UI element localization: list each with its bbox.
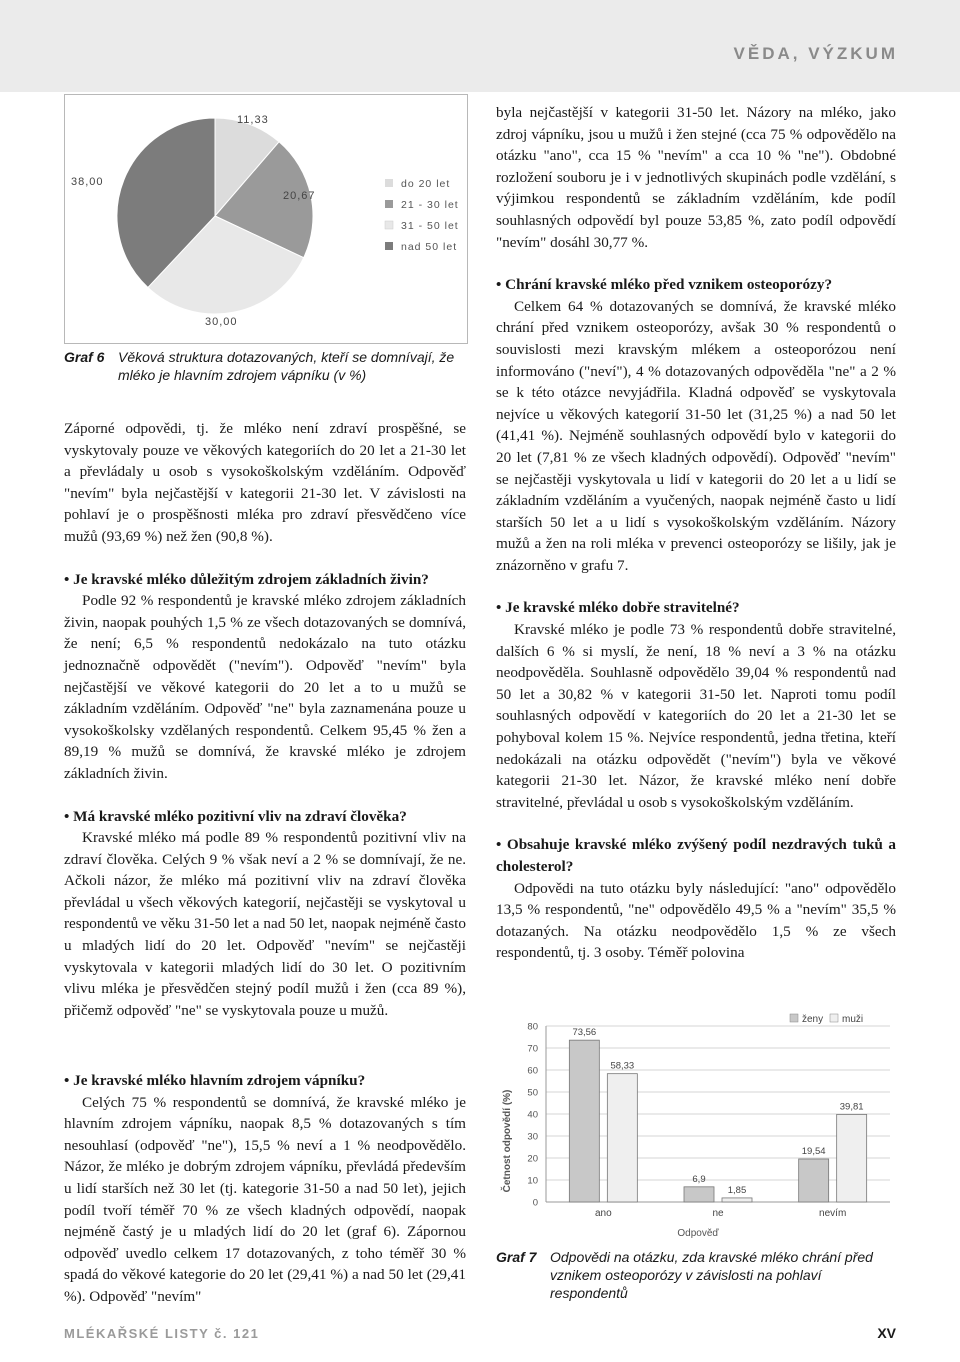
- pie-label-21-30: 20,67: [283, 190, 316, 202]
- bar-y-tick-label: 60: [527, 1065, 538, 1077]
- legend-swatch-21-30: [385, 200, 393, 208]
- bar-value-label: 6,9: [692, 1173, 706, 1185]
- footer-journal: MLÉKAŘSKÉ LISTY č. 121: [64, 1326, 260, 1341]
- bar-category-label: ne: [712, 1208, 724, 1219]
- bar-y-tick-label: 70: [527, 1043, 538, 1055]
- legend-swatch-nad-50: [385, 242, 393, 250]
- bar-y-axis-title: Četnost odpovědí (%): [502, 1089, 513, 1193]
- left-question-3: • Je kravské mléko hlavním zdrojem vápníku?: [64, 1072, 366, 1089]
- bar-chart: [494, 1006, 898, 1242]
- graph6-frame: [64, 94, 468, 344]
- legend-label-nad-50: nad 50 let: [401, 241, 458, 253]
- bar-ne-zeny: [684, 1187, 714, 1202]
- legend-swatch-31-50: [385, 221, 393, 229]
- bar-ano-muzi: [607, 1074, 637, 1202]
- legend-label-zeny: ženy: [802, 1014, 824, 1025]
- legend-label-muzi: muži: [842, 1014, 864, 1025]
- bar-y-tick-label: 40: [527, 1109, 538, 1121]
- right-question-3: • Obsahuje kravské mléko zvýšený podíl nezdravých tuků a cholesterol?: [496, 836, 896, 875]
- bar-legend: [790, 1014, 863, 1025]
- right-paragraph-4: Odpovědi na tuto otázku byly následující: "ano" odpovědělo 13,5 % respondentů, "ne" odpovědělo 49,5 % a "nevím" 35,5 % dotazaných. Na otázku neodpovědělo 1,5 % ze všech respondentů, tj. 3 osoby. Téměř polovina: [496, 879, 896, 962]
- pie-chart: [65, 95, 467, 343]
- bar-y-tick-label: 20: [527, 1153, 538, 1165]
- bar-ne-muzi: [722, 1198, 752, 1202]
- bar-y-tick-label: 0: [532, 1197, 538, 1209]
- left-paragraph-2: Podle 92 % respondentů je kravské mléko zdrojem základních živin, naopak pouhých 1,5 % ze všech dotazovaných se domnívá, že není; 6,5 % respondentů nedokázalo na tuto otázku jednoznačně odpovědět ("nevím"). Odpověď "nevím" byla nejčastější ve věkové kategorii do 20 let a to u mužů se základním vzděláním. Odpověď "ne" byla zaznamenána pouze u vysokoškolsky vzdělaných respondentů. Celkem 95,45 % žen a 89,19 % mužů se domnívá, že kravské mléko je zdrojem základních živin.: [64, 592, 466, 782]
- graph7-caption: [496, 1248, 896, 1302]
- pie-label-31-50: 30,00: [205, 316, 238, 328]
- footer-page-number: XV: [877, 1325, 896, 1341]
- bar-y-tick-label: 30: [527, 1131, 538, 1143]
- right-paragraph-2: Celkem 64 % dotazovaných se domnívá, že kravské mléko chrání před vznikem osteoporózy, avšak 30 % respondentů o souvislosti mezi kravským mlékem a osteoporózou není informováno ("neví"), 4 % dotazovaných odpověděla "ne" a 2 % se k této otázce nevyjádřila. Kladná odpověď se vyskytovala nejvíce u věkových kategorií 31-50 let (31,25 %) a nad 50 let (41,41 %). Nejméně souhlasných odpovědí bylo v kategorii do 20 let (7,81 % ze všech kladných odpovědí). Odpověď "nevím" se nejčastěji vyskytovala u lidí v kategorii do 20 let a u lidí se základním vzděláním a vyučených, naopak nejméně často u lidí starších 50 let a u lidí s vysokoškolským vzděláním. Názory mužů a žen na roli mléka v prevenci osteoporózy se lišily, jak je znázorněno v grafu 7.: [496, 297, 896, 574]
- right-paragraph-3: Kravské mléko je podle 73 % respondentů dobře stravitelné, dalších 6 % si myslí, že není, 18 % neví a 3 % na otázku neodpověděla. Souhlasně odpovědělo 39,04 % respondentů nad 50 let a 30,82 % v kategorii 31-50 let. Naproti tomu podíl souhlasných odpovědí v kategoriích do 20 let a 21-30 let se pohyboval kolem 15 %. Nejvíce respondentů, jedna třetina, kteří nedokázali na otázku odpovědět ("nevím") byla ve věkové kategorii 21-30 let. Názor, že kravské mléko není dobře stravitelné, převládal u osob s vysokoškolským vzděláním.: [496, 621, 896, 811]
- graph6-caption-text: Věková struktura dotazovaných, kteří se domnívají, že mléko je hlavním zdrojem vápníku (v %): [118, 349, 455, 383]
- right-question-2: • Je kravské mléko dobře stravitelné?: [496, 599, 740, 617]
- bar-value-label: 19,54: [801, 1146, 826, 1158]
- left-question-2: • Má kravské mléko pozitivní vliv na zdraví člověka?: [64, 807, 407, 825]
- pie-label-do-20: 11,33: [237, 114, 269, 126]
- bar-nevím-zeny: [799, 1159, 829, 1202]
- legend-swatch-zeny: [790, 1014, 798, 1022]
- left-question-1: • Je kravské mléko důležitým zdrojem základních živin?: [64, 570, 429, 588]
- legend-label-21-30: 21 - 30 let: [401, 199, 459, 211]
- bar-ano-zeny: [569, 1040, 599, 1202]
- graph7-caption-label: Graf 7: [496, 1249, 537, 1265]
- bar-y-tick-label: 10: [527, 1175, 538, 1187]
- right-paragraph-1: byla nejčastější v kategorii 31-50 let. Názory na mléko, jako zdroj vápníku, jsou u mužů i žen stejné (cca 75 % odpovědělo na otázku "ano", cca 15 % "nevím" a cca 10 % "ne"). Obdobné rozložení souboru je i v jednotlivých skupinách podle vzdělání, s výjimkou respondentů se základním vzděláním, kde podíl souhlasných odpovědí byl pouze 53,85 %, zato podíl odpovědí "nevím" dosáhl 30,77 %.: [496, 104, 896, 251]
- graph7-caption-text: Odpovědi na otázku, zda kravské mléko chrání před vznikem osteoporózy v závislosti na pohlaví respondentů: [550, 1249, 873, 1301]
- graph6-caption: [64, 348, 464, 384]
- legend-label-do-20: do 20 let: [401, 178, 451, 190]
- left-paragraph-4: Celých 75 % respondentů se domnívá, že kravské mléko je hlavním zdrojem vápníku, naopak 8,5 % dotazovaných s tím nesouhlasí (odpověď "ne"), 15,5 % neví a 1 % neodpovědělo. Názor, že mléko je dobrým zdrojem vápníku, převládá především u lidí starších než 30 let (tj. kategorie 31-50 a nad 50 let), jejich podíl tvoří téměř 70 % ze všech kladných odpovědí, naopak nejméně častý je u mladých lidí do 20 let (graf 6). Zápornou odpověď uvedlo celkem 17 dotazovaných, z toho téměř 30 % spadá do věkové kategorie do 20 let (29,41 %) a nad 50 let (29,41 %). Odpověď "nevím": [64, 1093, 466, 1305]
- pie-label-nad-50: 38,00: [71, 176, 104, 188]
- legend-swatch-muzi: [830, 1014, 838, 1022]
- left-paragraph-1: Záporné odpovědi, tj. že mléko není zdraví prospěšné, se vyskytovaly pouze ve věkových kategoriích do 20 let a 21-30 let a převládaly u osob s vysokoškolským vzděláním. Odpověď "nevím" byla nejčastější v kategorii 21-30 let. V závislosti na pohlaví je o prospěšnosti mléka pro zdraví přesvědčeno více mužů (93,69 %) než žen (90,8 %).: [64, 420, 466, 545]
- bar-x-axis-title: Odpověď: [677, 1228, 719, 1239]
- right-question-1: • Chrání kravské mléko před vznikem osteoporózy?: [496, 276, 833, 294]
- bar-y-tick-label: 50: [527, 1087, 538, 1099]
- left-column-upper: [64, 418, 466, 1021]
- legend-swatch-do-20: [385, 179, 393, 187]
- bar-value-label: 58,33: [610, 1060, 635, 1072]
- bar-category-label: nevím: [819, 1208, 847, 1219]
- left-paragraph-3: Kravské mléko má podle 89 % respondentů pozitivní vliv na zdraví člověka. Celých 9 % však neví a 2 % se domnívají, že ne. Ačkoli názor, že mléko má pozitivní vliv na zdraví člověka převládal u všech věkových kategorií, nejčastěji se vyskytoval u respondentů ve věku 31-50 let a nad 50 let, naopak nejméně často u mladých lidí do 20 let. Odpověď "nevím" se nejčastěji vyskytovala v kategorii mladých lidí do 30 let. O pozitivním vlivu mléka je přesvědčen stejný podíl mužů i žen (cca 89 %), přičemž odpověď "ne" se vyskytovala pouze u mužů.: [64, 829, 466, 1019]
- bar-value-label: 39,81: [839, 1101, 864, 1113]
- bar-nevím-muzi: [837, 1114, 867, 1202]
- right-column-text: [496, 102, 896, 964]
- left-column-lower: [64, 1070, 466, 1308]
- legend-label-31-50: 31 - 50 let: [401, 220, 459, 232]
- bar-value-label: 73,56: [572, 1027, 597, 1039]
- section-title: VĚDA, VÝZKUM: [733, 44, 898, 63]
- bar-category-label: ano: [594, 1208, 612, 1219]
- pie-legend: [385, 178, 459, 253]
- bar-y-tick-label: 80: [527, 1021, 538, 1033]
- graph6-caption-label: Graf 6: [64, 349, 105, 365]
- bar-value-label: 1,85: [727, 1184, 747, 1196]
